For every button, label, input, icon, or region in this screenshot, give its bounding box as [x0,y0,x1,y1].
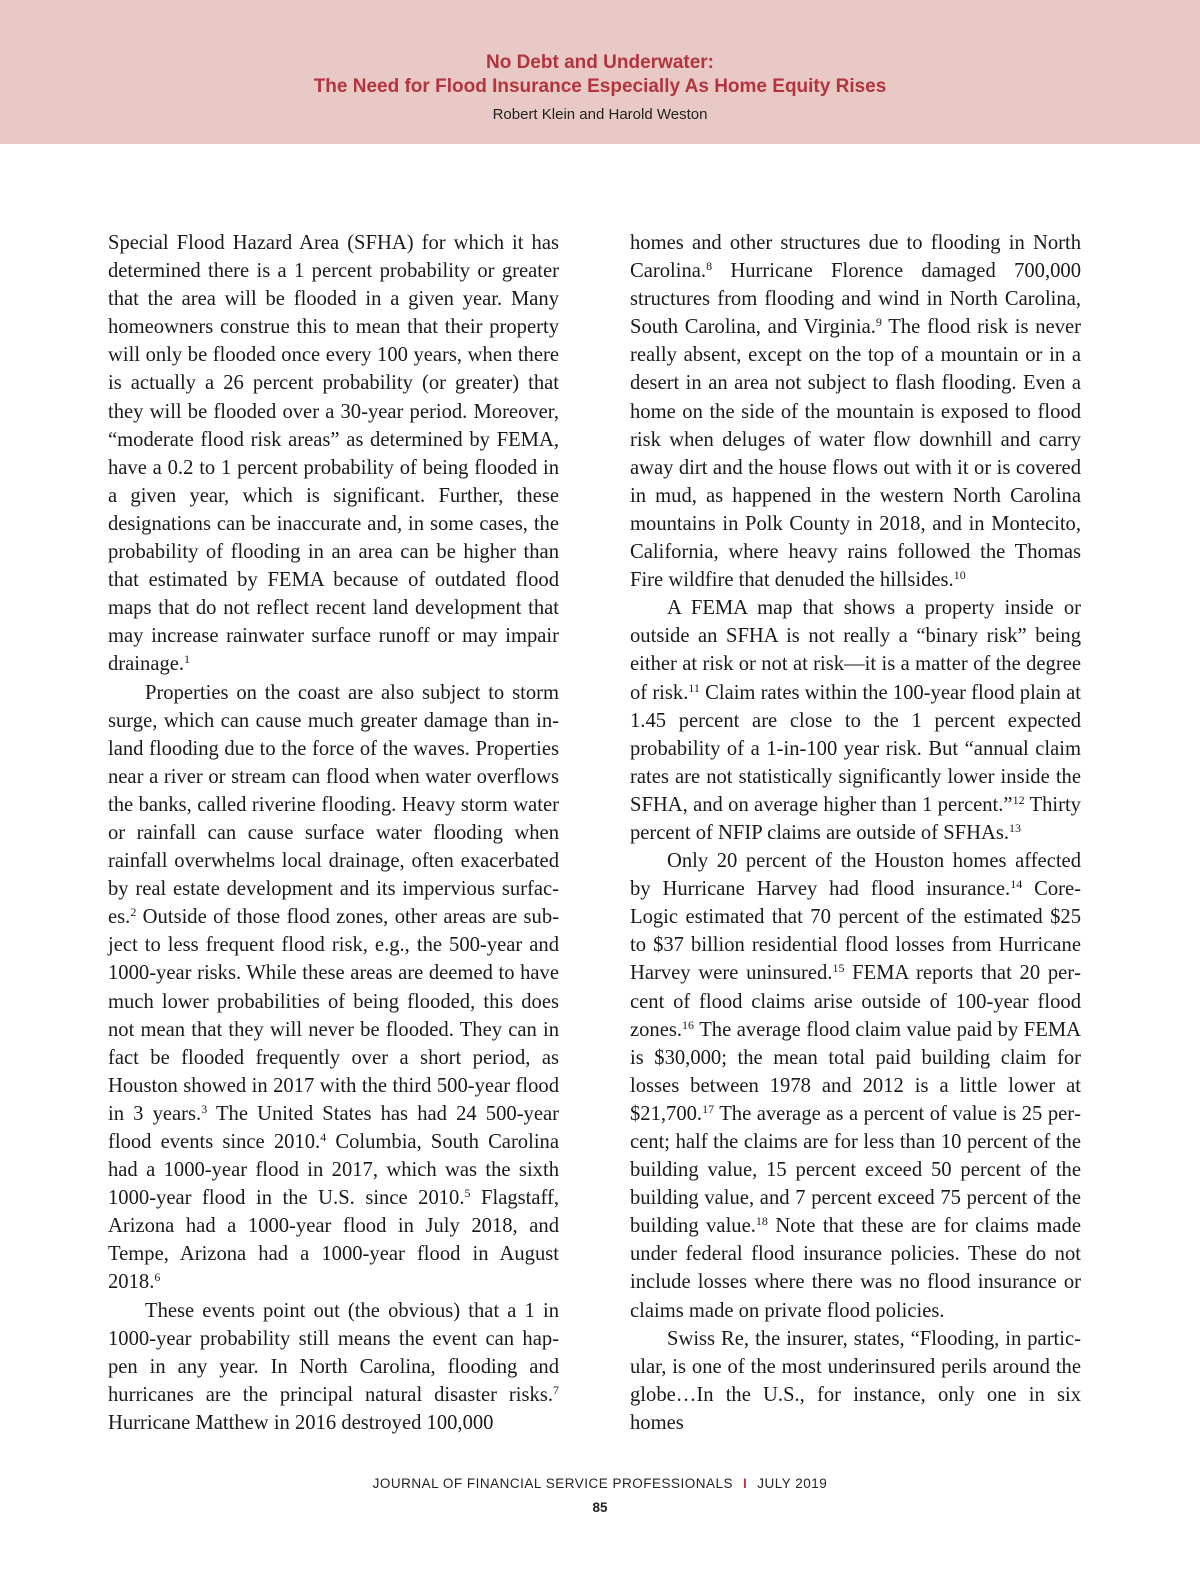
article-title-line-2: The Need for Flood Insurance Especially As Home Equity Rises [313,76,887,97]
footnote-ref: 17 [702,1101,715,1116]
paragraph: Properties on the coast are also subject to storm surge, which can cause much greater damage than inland flooding due to the force of the waves. Properties near a river or stream can flood when water overflows the banks, called riverine flooding. Heavy storm water or rainfall can cause surface water flooding when rainfall overwhelms local drainage, often exacerbated by real estate development and its impervious surfaces.$^2$ Outside of those flood zones, other areas are subject to less frequent flood risk, e.g., the 500-year and 1000-year risks. While these areas are deemed to have much lower probabilities of being flooded, this does not mean that they will never be flooded. They can in fact be flooded frequently over a short period, as Houston showed in 2017 with the third 500-year flood in 3 years.$^3$ The United States has had 24 500-year flood events since 2010.$^4$ Columbia, South Carolina had a 1000-year flood in 2017, which was the sixth 1000-year flood in the U.S. since 2010.$^5$ Flagstaff, Arizona had a 1000-year flood in July 2018, and Tempe, Arizona had a 1000-year flood in August 2018.$^6$ [108,681,559,1294]
page-number: 85 [592,1500,608,1515]
issue-date: JULY 2019 [757,1476,828,1491]
footnote-ref: 11 [688,680,700,695]
footnote-ref: 9 [875,315,882,330]
footnote-ref: 4 [320,1130,327,1144]
right-column [630,229,1081,1437]
footnote-ref: 15 [832,961,845,976]
footer-journal-line [0,1474,1200,1494]
article-title-line-1: No Debt and Underwater: [485,52,715,73]
footnote-ref: 6 [154,1270,161,1285]
article-header [0,0,1200,144]
paragraph: Swiss Re, the insurer, states, “Flooding, in particular, is one of the most underinsured perils around the globe…In the U.S., for instance, only one in six homes [630,1327,1081,1434]
page-footer [0,1474,1200,1518]
footnote-ref: 14 [1010,877,1023,892]
footnote-ref: 5 [464,1186,471,1201]
left-column [108,229,559,1437]
footnote-ref: 3 [201,1101,208,1116]
paragraph: These events point out (the obvious) that a 1 in 1000-year probability still means the event can happen in any year. In North Carolina, flooding and hurricanes are the principal natural disaster risks.$^7$ Hurricane Matthew in 2016 destroyed 100,000 [108,1299,559,1434]
journal-name: JOURNAL OF FINANCIAL SERVICE PROFESSIONALS [372,1476,733,1491]
footnote-ref: 8 [706,259,713,274]
footnote-ref: 18 [755,1214,768,1229]
footnote-ref: 7 [553,1382,559,1397]
footer-separator: I [743,1476,748,1491]
footnote-ref: 1 [184,652,191,667]
footnote-ref: 10 [953,568,966,583]
footnote-ref: 12 [1012,792,1025,807]
paragraph: homes and other structures due to flooding in North Carolina.$^8$ Hurricane Florence damaged 700,000 structures from flooding and wind in North Carolina, South Carolina, and Virginia.$^9$ The flood risk is never really absent, except on the top of a mountain or in a desert in an area not subject to flash flooding. Even a home on the side of the mountain is exposed to flood risk when deluges of water flow downhill and carry away dirt and the house flows out with it or is covered in mud, as happened in the western North Carolina mountains in Polk County in 2018, and in Montecito, California, where heavy rains followed the Thomas Fire wildfire that denuded the hillsides.$^{10}$ [630,232,1081,592]
footnote-ref: 13 [1009,820,1022,835]
article-authors: Robert Klein and Harold Weston [492,106,708,123]
footnote-ref: 16 [682,1017,695,1032]
paragraph: A FEMA map that shows a property inside or outside an SFHA is not really a “binary risk” being either at risk or not at risk—it is a matter of the degree of risk.$^{11}$ Claim rates within the 100-year flood plain at 1.45 percent are close to the 1 percent expected probability of a 1-in-100 year risk. But “annual claim rates are not statistically significantly lower inside the SFHA, and on average higher than 1 percent.”$^{12}$ Thirty percent of NFIP claims are outside of SFHAs.$^{13}$ [630,597,1082,844]
paragraph: Special Flood Hazard Area (SFHA) for which it has determined there is a 1 percent probability or greater that the area will be flooded in a given year. Many homeowners construe this to mean that their property will only be flooded once every 100 years, when there is actually a 26 percent probability (or greater) that they will be flooded over a 30-year period. Moreover, “moderate flood risk areas” as determined by FEMA, have a 0.2 to 1 percent probability of being flooded in a given year, which is significant. Further, these designations can be inaccurate and, in some cases, the probability of flooding in an area can be higher than that estimated by FEMA because of outdated flood maps that do not reflect recent land development that may increase rainwater surface runoff or may impair drainage.$^1$ [108,232,559,676]
paragraph: Only 20 percent of the Houston homes affected by Hurricane Harvey had flood insurance.$^{14}$ CoreLogic estimated that 70 percent of the estimated $25 to $37 billion residential flood losses from Hurricane Harvey were uninsured.$^{15}$ FEMA reports that 20 percent of flood claims arise outside of 100-year flood zones.$^{16}$ The average flood claim value paid by FEMA is $30,000; the mean total paid building claim for losses between 1978 and 2012 is a little lower at $21,700.17 The average as a percent of value is 25 percent; half the claims are for less than 10 percent of the building value, 15 percent exceed 50 percent of the building value, and 7 percent exceed 75 percent of the building value.$^{18}$ Note that these are for claims made under federal flood insurance policies. These do not include losses where there was no flood insurance or claims made on private flood policies. [630,850,1082,1322]
footnote-ref: 2 [130,905,137,920]
